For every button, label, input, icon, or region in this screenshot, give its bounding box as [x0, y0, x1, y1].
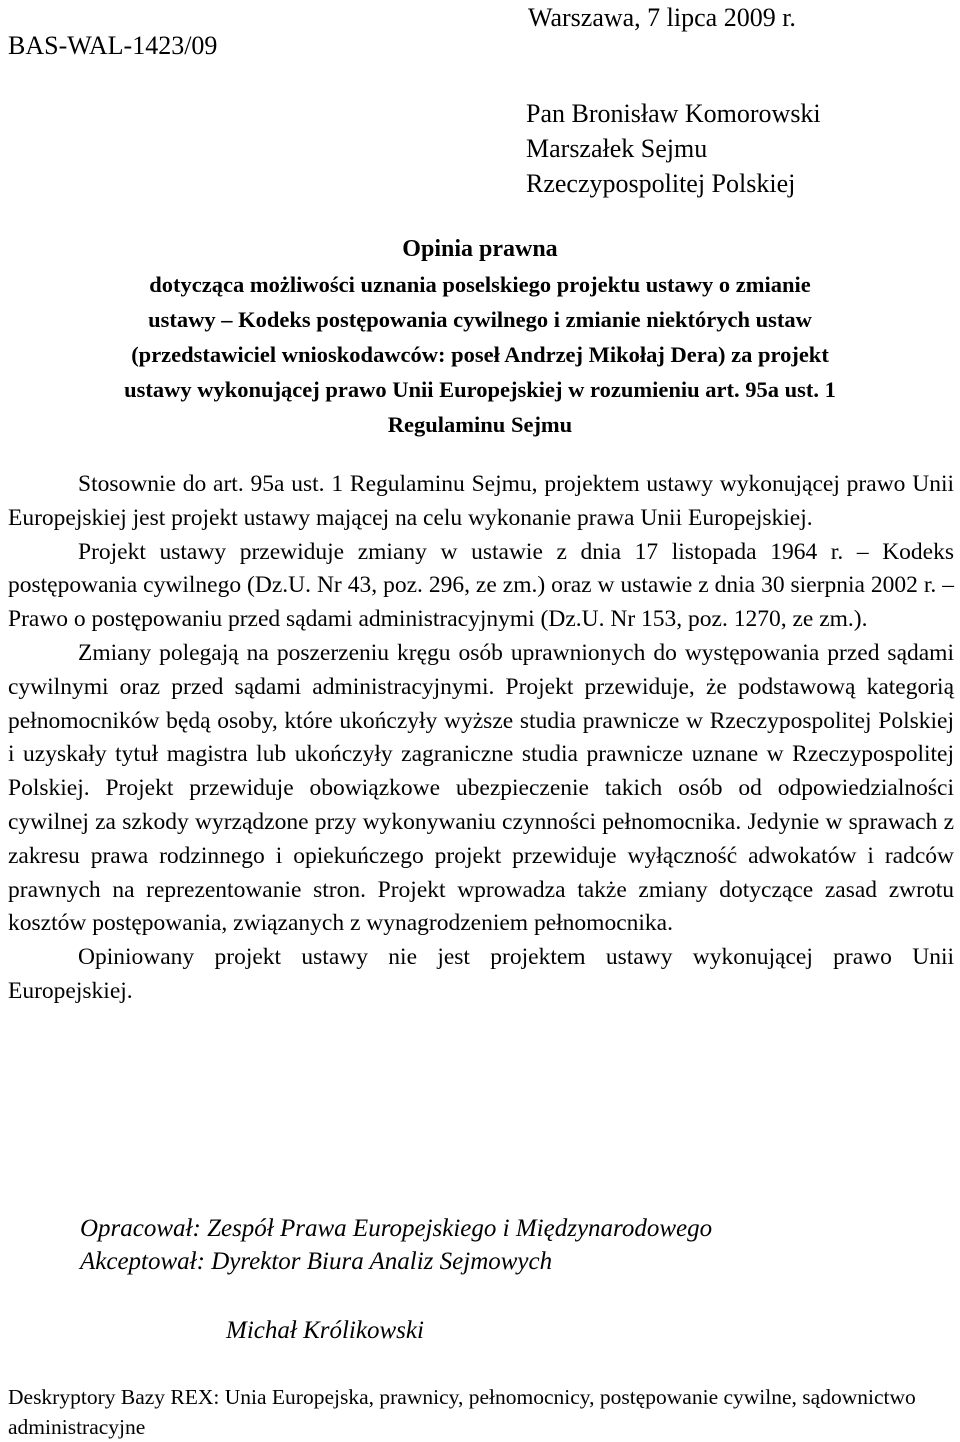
- title-line: dotycząca możliwości uznania poselskiego projektu ustawy o zmianie: [149, 272, 811, 297]
- addressee-line: Marszałek Sejmu: [526, 134, 708, 163]
- signer-name: Michał Królikowski: [226, 1317, 424, 1344]
- signature-block: [80, 1212, 712, 1278]
- body-paragraph: Zmiany polegają na poszerzeniu kręgu osób uprawnionych do występowania przed sądami cywilnymi oraz przed sądami administracyjnymi. Projekt przewiduje, że podstawową kategorią pełnomocników będą osoby, które ukończyły wyższe studia prawnicze w Rzeczypospolitej Polskiej i uzyskały tytuł magistra lub ukończyły zagraniczne studia prawnicze uznane w Rzeczypospolitej Polskiej. Projekt przewiduje obowiązkowe ubezpieczenie takich osób od odpowiedzialności cywilnej za szkody wyrządzone przy wykonywaniu czynności pełnomocnika. Jedynie w sprawach z zakresu prawa rodzinnego i opiekuńczego projekt przewiduje wyłączność adwokatów i radców prawnych na reprezentowanie stron. Projekt wprowadza także zmiany dotyczące zasad zwrotu kosztów postępowania, związanych z wynagrodzeniem pełnomocnika.: [8, 639, 954, 937]
- body-paragraph: Projekt ustawy przewiduje zmiany w ustawie z dnia 17 listopada 1964 r. – Kodeks postępowania cywilnego (Dz.U. Nr 43, poz. 296, ze zm.) oraz w ustawie z dnia 30 sierpnia 2002 r. – Prawo o postępowaniu przed sądami administracyjnymi (Dz.U. Nr 153, poz. 1270, ze zm.).: [8, 538, 954, 633]
- opinion-title: [10, 232, 950, 442]
- body-paragraph: Opiniowany projekt ustawy nie jest projektem ustawy wykonującej prawo Unii Europejskiej.: [8, 944, 954, 1004]
- title-line: ustawy wykonującej prawo Unii Europejskiej w rozumieniu art. 95a ust. 1: [124, 377, 836, 402]
- title-line: ustawy – Kodeks postępowania cywilnego i zmianie niektórych ustaw: [148, 307, 812, 332]
- document-reference: BAS-WAL-1423/09: [8, 31, 218, 60]
- title-line: (przedstawiciel wnioskodawców: poseł Andrzej Mikołaj Dera) za projekt: [131, 342, 829, 367]
- title-line: Regulaminu Sejmu: [387, 412, 573, 437]
- addressee-line: Pan Bronisław Komorowski: [526, 99, 821, 128]
- opinion-body: [8, 468, 954, 1009]
- prepared-by: Opracował: Zespół Prawa Europejskiego i Międzynarodowego: [80, 1215, 713, 1242]
- descriptors: Deskryptory Bazy REX: Unia Europejska, prawnicy, pełnomocnicy, postępowanie cywilne, sądownictwo administracyjne: [8, 1385, 916, 1439]
- title-heading: Opinia prawna: [402, 236, 558, 262]
- addressee-line: Rzeczypospolitej Polskiej: [526, 169, 796, 198]
- document-date: Warszawa, 7 lipca 2009 r.: [528, 3, 796, 32]
- addressee-block: [526, 96, 821, 201]
- body-paragraph: Stosownie do art. 95a ust. 1 Regulaminu Sejmu, projektem ustawy wykonującej prawo Unii Europejskiej jest projekt ustawy mającej na celu wykonanie prawa Unii Europejskiej.: [8, 471, 954, 531]
- accepted-by: Akceptował: Dyrektor Biura Analiz Sejmowych: [80, 1248, 553, 1275]
